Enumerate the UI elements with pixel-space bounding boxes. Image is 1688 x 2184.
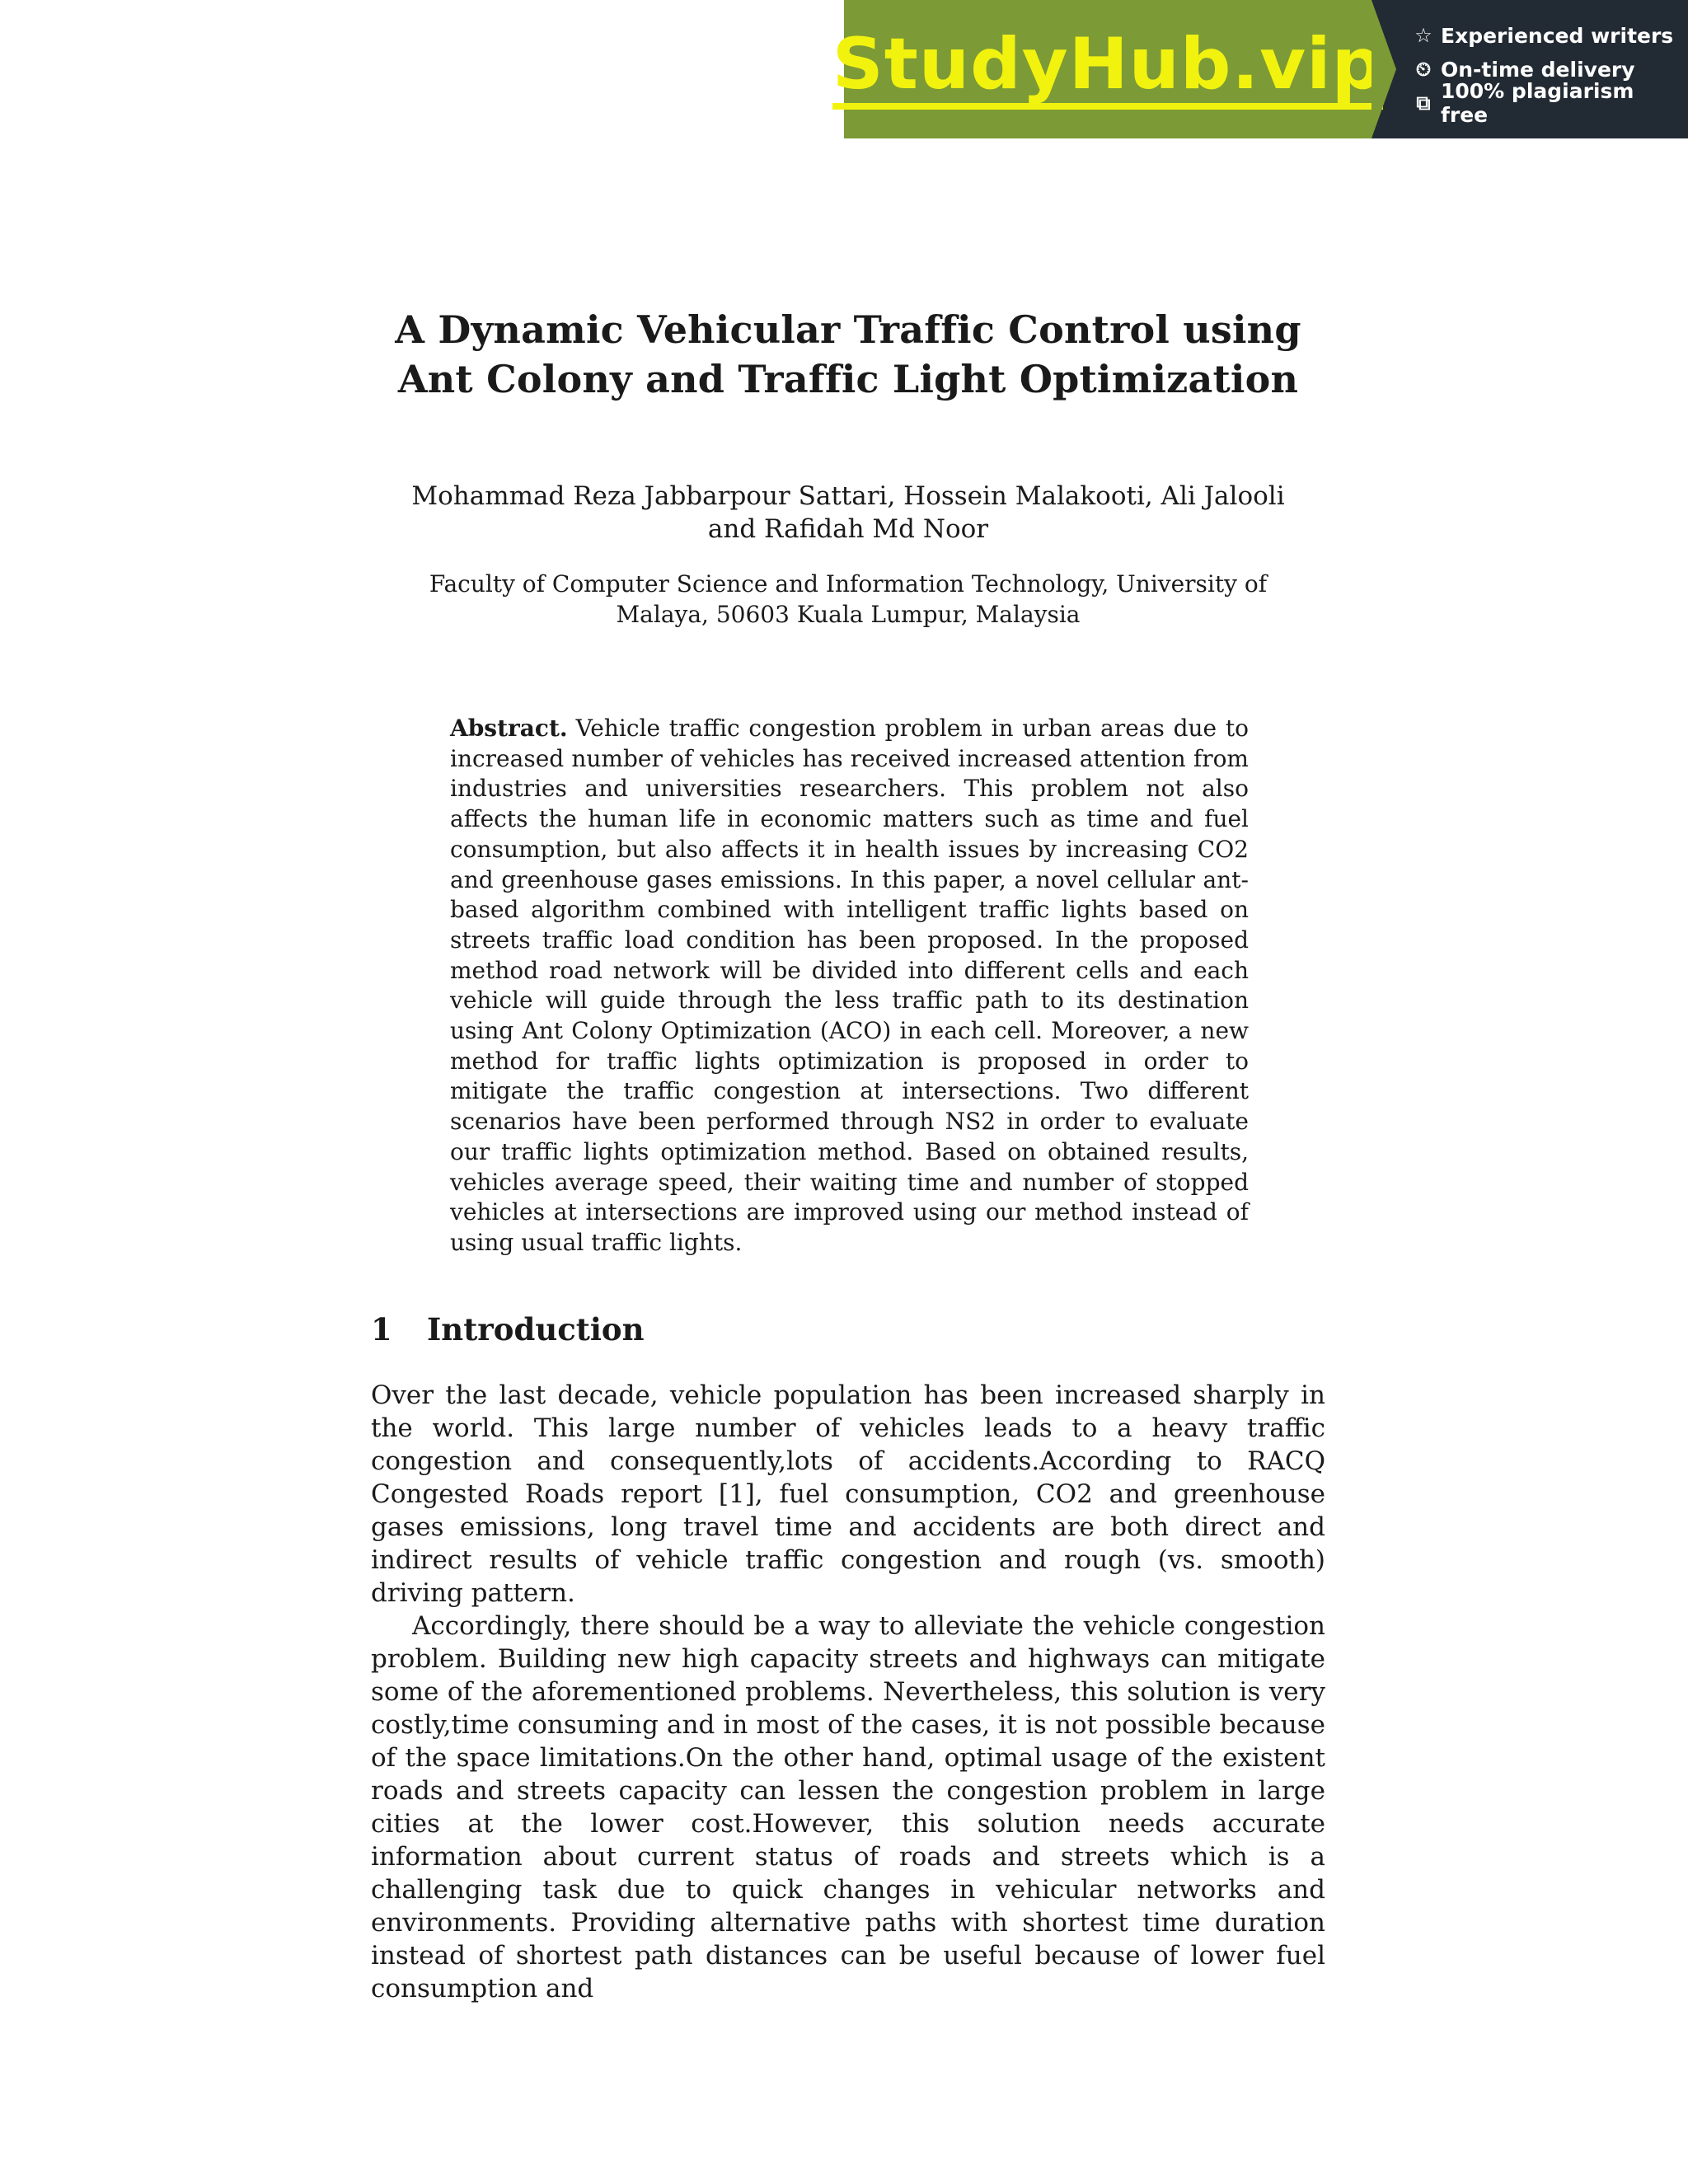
abstract-block [450,714,1249,1258]
brand-logo[interactable]: StudyHub.vip [832,29,1383,110]
banner-arrow-shape [1372,0,1396,138]
feature-label: Experienced writers [1441,23,1674,48]
section-body [371,1379,1325,2005]
abstract-label: Abstract. [450,715,568,742]
paper-authors: Mohammad Reza Jabbarpour Sattari, Hossein Malakooti, Ali Jalooli and Rafidah Md Noor [411,481,1285,544]
feature-experienced-writers [1413,19,1688,53]
copy-icon: ⧉ [1416,91,1431,115]
section-title: Introduction [427,1310,645,1347]
body-paragraph: Over the last decade, vehicle population has been increased sharply in the world. This large number of vehicles leads to a heavy traffic congestion and consequently,lots of accidents.According to RACQ Congested Roads report [1], fuel consumption, CO2 and greenhouse gases emissions, long travel time and accidents are both direct and indirect results of vehicle traffic congestion and rough (vs. smooth) driving pattern. [371,1380,1325,1608]
features-panel [1372,0,1688,138]
section-heading [371,1311,1325,1347]
feature-plagiarism-free [1413,79,1688,127]
paper-affiliation: Faculty of Computer Science and Information Technology, University of Malaya, 50603 Kuala Lumpur, Malaysia [429,570,1268,628]
abstract-text: Vehicle traffic congestion problem in urban areas due to increased number of vehicles has received increased attention from industries and universities researchers. This problem not also affects the human life in economic matters such as time and fuel consumption, but also affects it in health issues by increasing CO2 and greenhouse gases emissions. In this paper, a novel cellular ant-based algorithm combined with intelligent traffic lights based on streets traffic load condition has been proposed. In the proposed method road network will be divided into different cells and each vehicle will guide through the less traffic path to its destination using Ant Colony Optimization (ACO) in each cell. Moreover, a new method for traffic lights optimization is proposed in order to mitigate the traffic congestion at intersections. Two different scenarios have been performed through NS2 in order to evaluate our traffic lights optimization method. Based on obtained results, vehicles average speed, their waiting time and number of stopped vehicles at intersections are improved using our method instead of using usual traffic lights. [450,715,1249,1256]
body-paragraph: Accordingly, there should be a way to alleviate the vehicle congestion problem. Building new high capacity streets and highways can mitigate some of the aforementioned problems. Nevertheless, this solution is very costly,time consuming and in most of the cases, it is not possible because of the space limitations.On the other hand, optimal usage of the existent roads and streets capacity can lessen the congestion problem in large cities at the lower cost.However, this solution needs accurate information about current status of roads and streets which is a challenging task due to quick changes in vehicular networks and environments. Providing alternative paths with shortest time duration instead of shortest path distances can be useful because of lower fuel consumption and [371,1610,1325,2004]
studyhub-banner[interactable] [832,0,1688,138]
section-number: 1 [371,1310,392,1347]
paper-page [371,305,1325,2005]
feature-label: 100% plagiarism free [1440,79,1634,127]
clock-icon: ⏲ [1415,58,1432,81]
paper-title: A Dynamic Vehicular Traffic Control using Ant Colony and Traffic Light Optimization [395,307,1301,401]
feature-label: On-time delivery [1441,57,1635,82]
brand-panel[interactable] [832,0,1384,138]
star-icon: ☆ [1414,24,1432,47]
